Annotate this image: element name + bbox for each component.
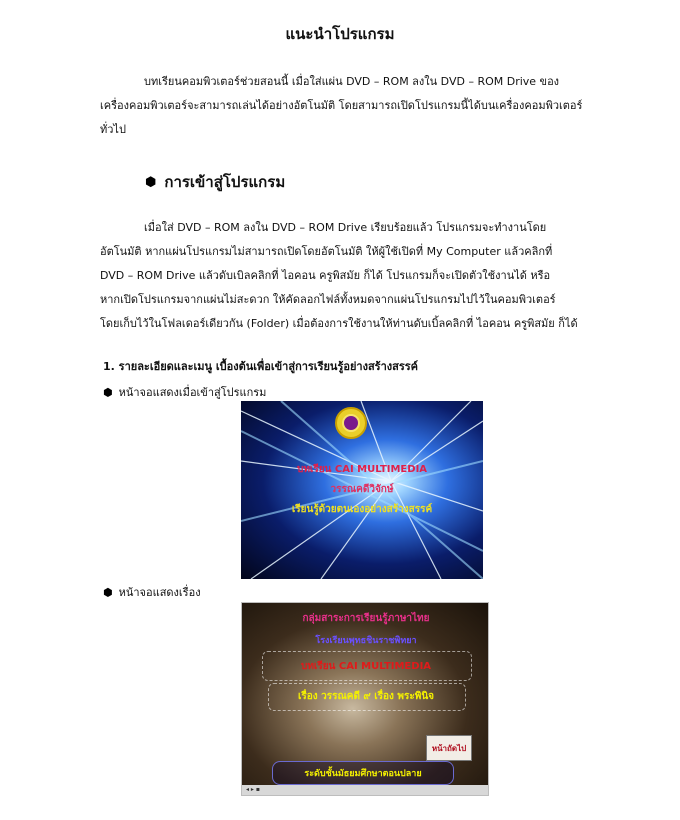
access-line-4: หากเปิดโปรแกรมจากแผ่นไม่สะดวก ให้คัดลอกไฟล์ทั้งหมดจากแผ่นโปรแกรมไปไว้ในคอมพิวเตอร์ <box>100 293 556 306</box>
intro-line-2: เครื่องคอมพิวเตอร์จะสามารถเล่นได้อย่างอัตโนมัติ โดยสามารถเปิดโปรแกรมนี้ได้บนเครื่องคอมพิวเตอร์ <box>100 99 583 112</box>
intro-line-3: ทั่วไป <box>100 123 126 136</box>
subsection-heading-1: 1. รายละเอียดและเมนู เบื้องต้นเพื่อเข้าสู่การเรียนรู้อย่างสร้างสรรค์ <box>103 360 419 373</box>
intro-paragraph <box>100 70 620 142</box>
access-line-3: DVD – ROM Drive แล้วดับเบิลคลิกที่ ไอคอน ครูพิสมัย ก็ได้ โปรแกรมก็จะเปิดตัวใช้งานได้ หรือ <box>100 269 551 282</box>
access-line-2: อัตโนมัติ หากแผ่นโปรแกรมไม่สามารถเปิดโดยอัตโนมัติ ให้ผู้ใช้เปิดที่ My Computer แล้วคลิกที่ <box>100 245 553 258</box>
page-title: แนะนำโปรแกรม <box>285 25 395 43</box>
hexagon-bullet-icon: ⬢ <box>103 385 113 399</box>
bullet-entry-label: หน้าจอแสดงเมื่อเข้าสู่โปรแกรม <box>118 386 267 399</box>
entry-title-line-2: วรรณคดีวิจักษ์ <box>330 484 394 495</box>
story-line-2: โรงเรียนพุทธชินราชพิทยา <box>315 636 417 646</box>
story-line-3: บทเรียน CAI MULTIMEDIA <box>300 661 432 672</box>
access-line-1: เมื่อใส่ DVD – ROM ลงใน DVD – ROM Drive เรียบร้อยแล้ว โปรแกรมจะทำงานโดย <box>144 221 547 234</box>
player-status-bar: ◂ ▸ ▪ <box>242 785 489 795</box>
story-screenshot <box>241 602 489 796</box>
school-seal-logo <box>335 407 367 439</box>
bullet-entry-screen <box>103 383 266 401</box>
intro-line-1: บทเรียนคอมพิวเตอร์ช่วยสอนนี้ เมื่อใส่แผ่น DVD – ROM ลงใน DVD – ROM Drive ของ <box>144 75 560 88</box>
entry-title-line-3: เรียนรู้ด้วยตนเองอย่างสร้างสรรค์ <box>291 504 433 515</box>
entry-title-line-1: บทเรียน CAI MULTIMEDIA <box>296 464 428 475</box>
next-page-button[interactable]: หน้าถัดไป <box>426 735 472 761</box>
story-line-4: เรื่อง วรรณคดี ๙ เรื่อง พระพินิจ <box>297 691 435 702</box>
hexagon-bullet-icon: ⬢ <box>145 174 157 190</box>
story-line-1: กลุ่มสาระการเรียนรู้ภาษาไทย <box>302 613 430 624</box>
bullet-story-label: หน้าจอแสดงเรื่อง <box>118 586 201 599</box>
hexagon-bullet-icon: ⬢ <box>103 585 113 599</box>
access-paragraph <box>100 216 620 336</box>
level-label: ระดับชั้นมัธยมศึกษาตอนปลาย <box>272 761 454 785</box>
section-heading <box>145 170 285 194</box>
access-line-5: โดยเก็บไว้ในโฟลเดอร์เดียวกัน (Folder) เมื่อต้องการใช้งานให้ท่านดับเบิ้ลคลิกที่ ไอคอน ครูพิสมัย ก็ได้ <box>100 317 578 330</box>
bullet-story-screen <box>103 583 201 601</box>
section-heading-text: การเข้าสู่โปรแกรม <box>164 173 286 191</box>
